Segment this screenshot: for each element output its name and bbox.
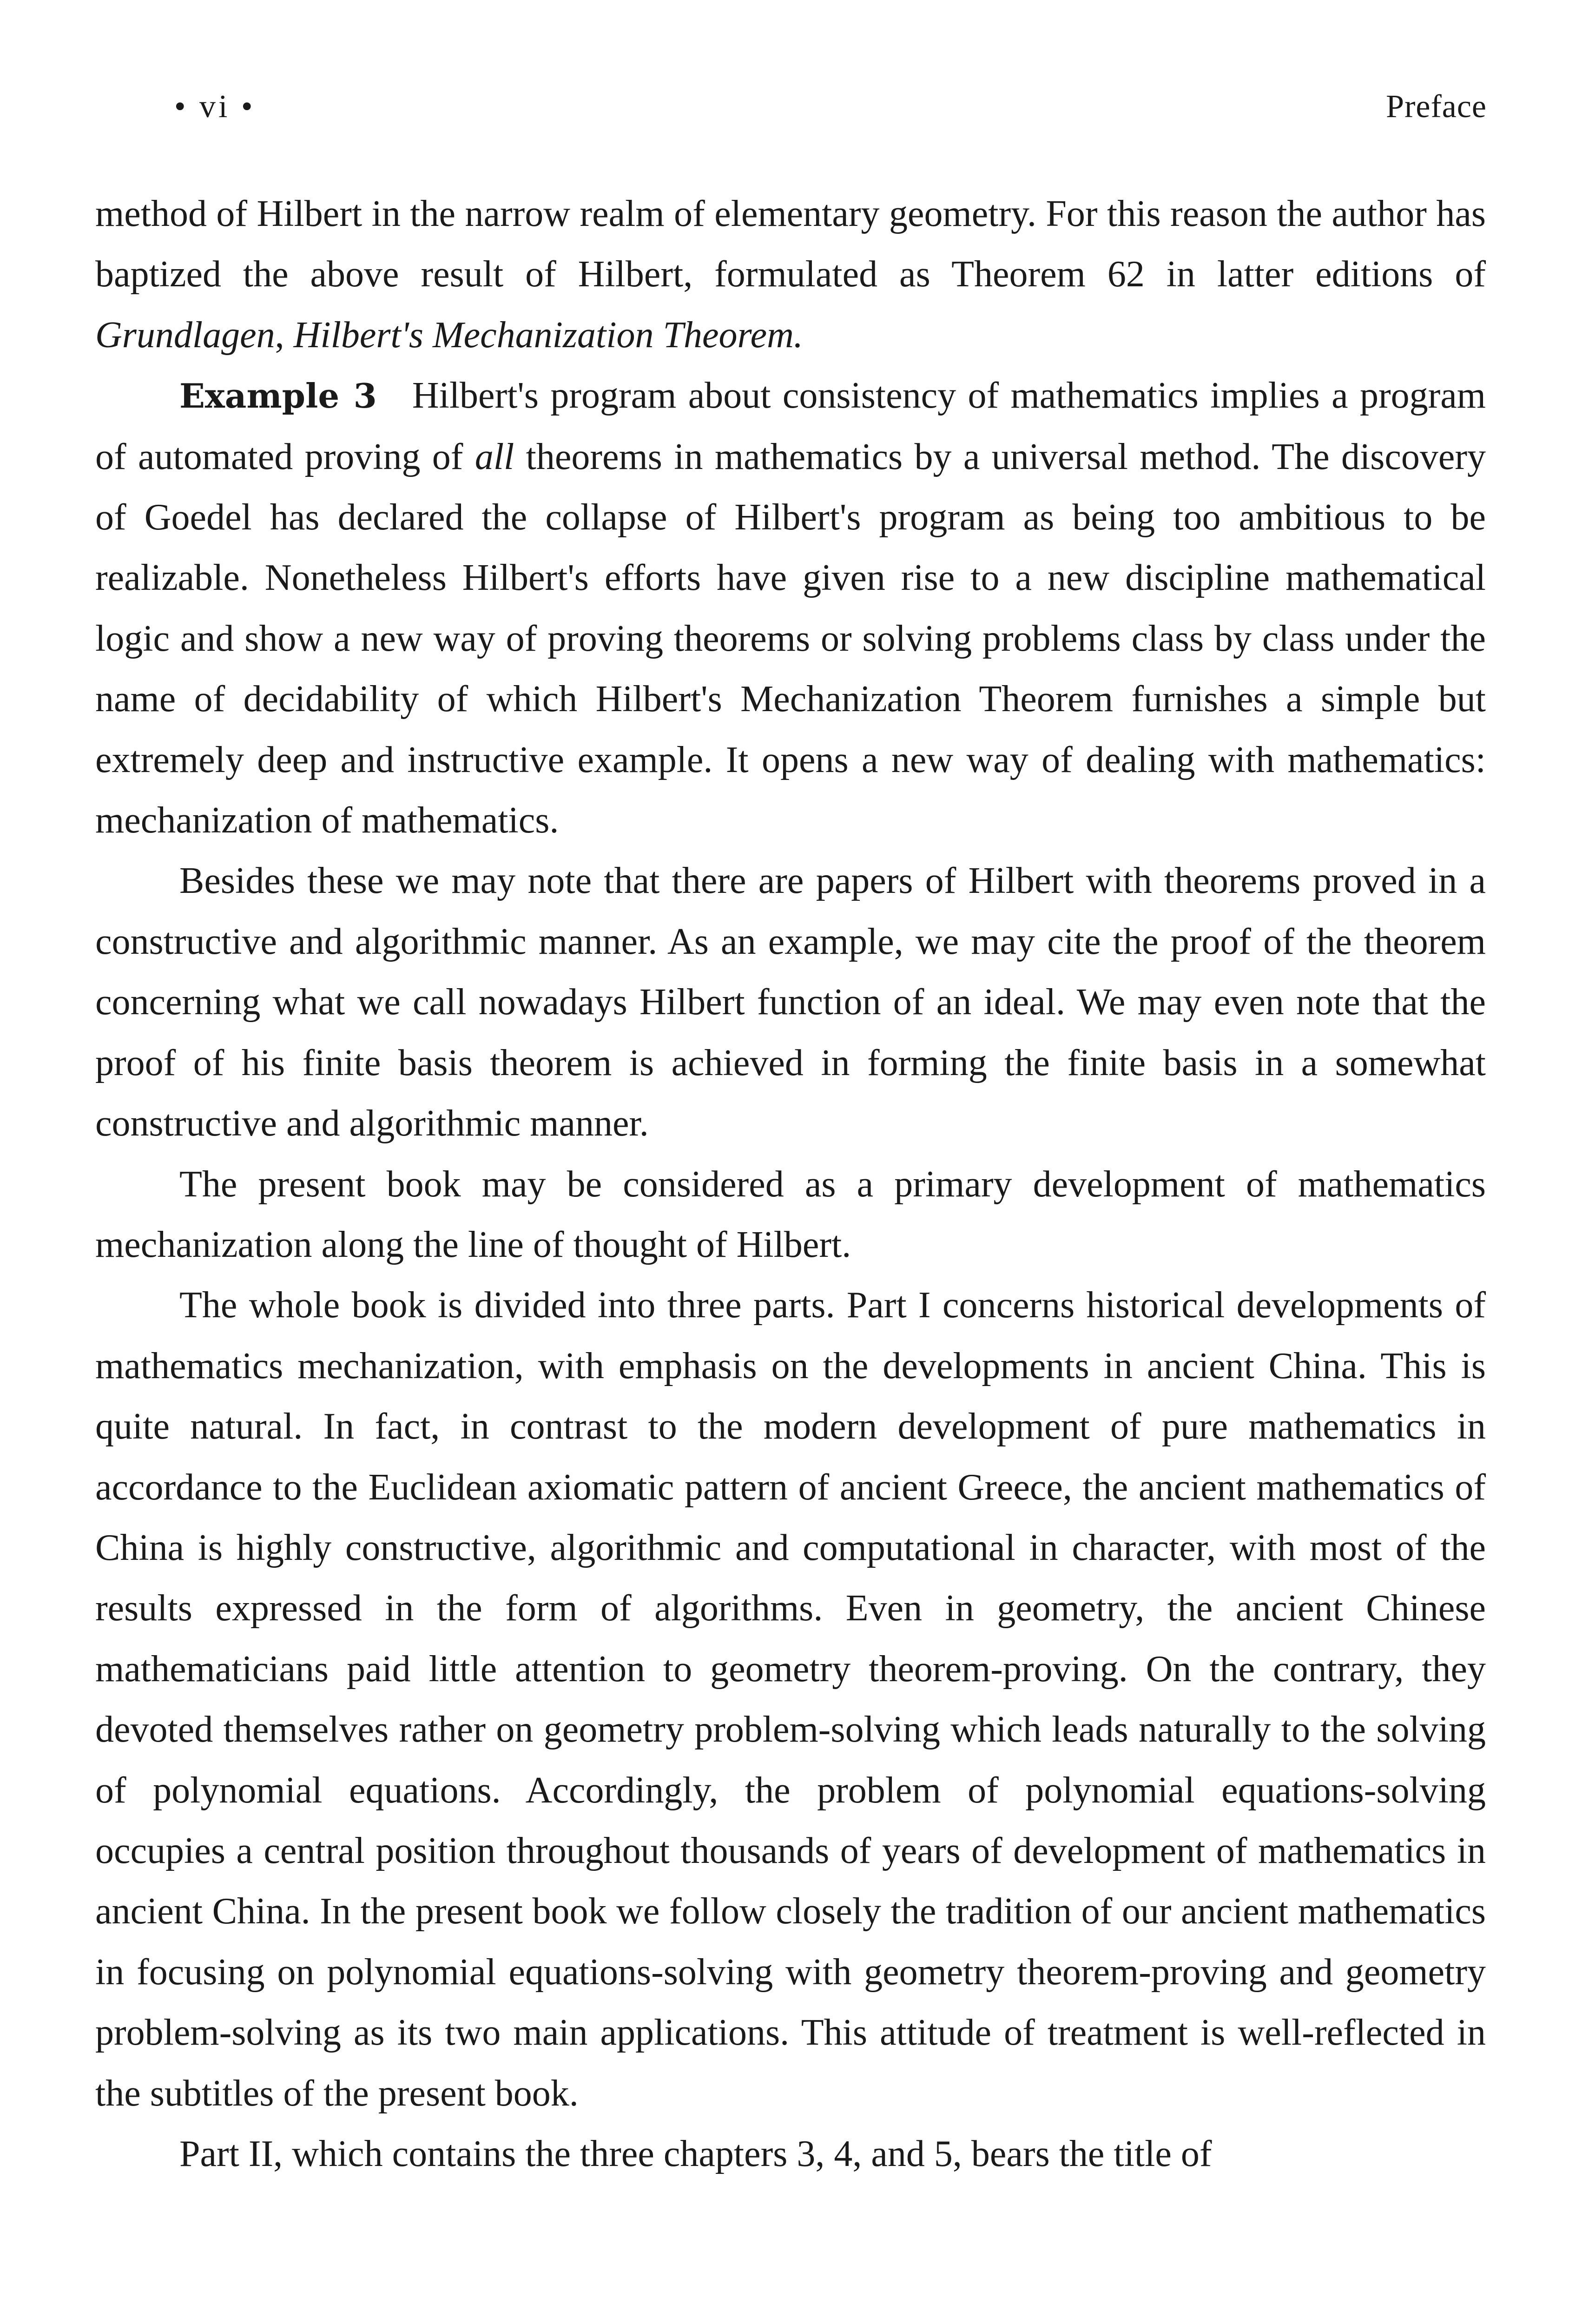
paragraph-hilbert-theorem (95, 184, 1486, 365)
paragraph-text: theorems in mathematics by a universal method. The discovery of Goedel has declared the collapse of Hilbert's program as being too ambitious to be realizable. Nonetheless Hilbert's efforts have given rise to a new discipline mathematical logic and show a new way of proving theorems or solving problems class by class under the name of decidability of which Hilbert's Mechanization Theorem furnishes a simple but extremely deep and instructive example. It opens a new way of dealing with mathematics: mechanization of mathematics. (95, 436, 1486, 841)
theorem-name: Hilbert's Mechanization Theorem. (293, 314, 803, 356)
section-title: Preface (1386, 89, 1487, 125)
paragraph-text: Hilbert's program about consistency of mathematics implies a program of automated proving of (95, 375, 1486, 477)
emphasis: all (475, 436, 514, 477)
paragraph-text: method of Hilbert in the narrow realm of elementary geometry. For this reason the author has baptized the above result of Hilbert, formulated as Theorem 62 in latter editions of (95, 193, 1486, 295)
running-head (174, 79, 1487, 135)
paragraph-part-two: Part II, which contains the three chapters 3, 4, and 5, bears the title of (179, 2133, 1212, 2174)
example-heading: Example 3 (179, 376, 377, 416)
paragraph-example-3 (95, 365, 1486, 851)
paragraph-constructive-papers: Besides these we may note that there are papers of Hilbert with theorems proved in a constructive and algorithmic manner. As an example, we may cite the proof of the theorem concerning what we call nowadays Hilbert function of an ideal. We may even note that the proof of his finite basis theorem is achieved in forming the finite basis in a somewhat constructive and algorithmic manner. (95, 860, 1486, 1144)
book-title: Grundlagen (95, 314, 275, 356)
paragraph-book-purpose: The present book may be considered as a primary development of mathematics mechanization along the line of thought of Hilbert. (95, 1163, 1486, 1265)
page-number: • vi • (174, 89, 256, 125)
paragraph-text: , (275, 314, 294, 356)
paragraph-book-structure: The whole book is divided into three parts. Part I concerns historical developments of mathematics mechanization, with emphasis on the developments in ancient China. This is quite natural. In fact, in contrast to the modern development of pure mathematics in accordance to the Euclidean axiomatic pattern of ancient Greece, the ancient mathematics of China is highly constructive, algorithmic and computational in character, with most of the results expressed in the form of algorithms. Even in geometry, the ancient Chinese mathematicians paid little attention to geometry theorem-proving. On the contrary, they devoted themselves rather on geometry problem-solving which leads naturally to the solving of polynomial equations. Accordingly, the problem of polynomial equations-solving occupies a central position throughout thousands of years of development of mathematics in ancient China. In the present book we follow closely the tradition of our ancient mathematics in focusing on polynomial equations-solving with geometry theorem-proving and geometry problem-solving as its two main applications. This attitude of treatment is well-reflected in the subtitles of the present book. (95, 1285, 1486, 2114)
body-text (95, 184, 1486, 2184)
